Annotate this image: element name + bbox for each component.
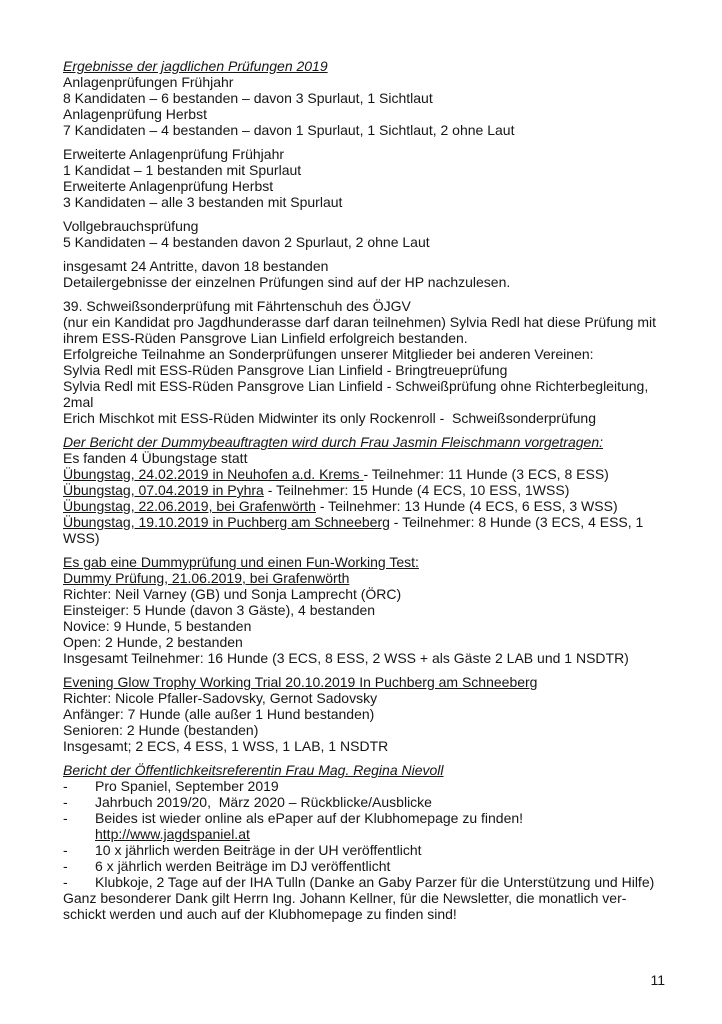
- text-line: Senioren: 2 Hunde (bestanden): [63, 722, 259, 738]
- text-line: 39. Schweißsonderprüfung mit Fährtenschuh des ÖJGV: [63, 298, 411, 314]
- session-line: [63, 514, 663, 530]
- bullet-dash: -: [63, 794, 68, 810]
- session-detail: - Teilnehmer: 15 Hunde (4 ECS, 10 ESS, 1WSS): [263, 482, 570, 498]
- session-date: Übungstag, 19.10.2019 in Puchberg am Schneeberg: [63, 514, 390, 530]
- dummy-pruefung-heading: Es gab eine Dummyprüfung und einen Fun-Working Test:: [63, 554, 419, 570]
- media-heading: Bericht der Öffentlichkeitsreferentin Frau Mag. Regina Nievoll: [63, 762, 444, 778]
- text-line: Richter: Nicole Pfaller-Sadovsky, Gernot Sadovsky: [63, 690, 378, 706]
- document-page: [63, 58, 663, 930]
- schweiss-section: [63, 298, 663, 426]
- list-item: [63, 874, 663, 890]
- results-heading: Ergebnisse der jagdlichen Prüfungen 2019: [63, 58, 328, 74]
- text-line: insgesamt 24 Antritte, davon 18 bestanden: [63, 258, 329, 274]
- text-line: ihrem ESS-Rüden Pansgrove Lian Linfield erfolgreich bestanden.: [63, 330, 468, 346]
- text-line: Es fanden 4 Übungstage statt: [63, 450, 248, 466]
- text-line: WSS): [63, 530, 100, 546]
- text-line: (nur ein Kandidat pro Jagdhunderasse darf daran teilnehmen) Sylvia Redl hat diese Prüfung mit: [63, 314, 657, 330]
- text-line: Richter: Neil Varney (GB) und Sonja Lamprecht (ÖRC): [63, 586, 402, 602]
- session-date: Übungstag, 24.02.2019 in Neuhofen a.d. Krems: [63, 466, 364, 482]
- dummy-report-heading: Der Bericht der Dummybeauftragten wird durch Frau Jasmin Fleischmann vorgetragen:: [63, 434, 604, 450]
- session-date: Übungstag, 07.04.2019 in Pyhra: [63, 482, 264, 498]
- bullet-dash: -: [63, 778, 68, 794]
- vollgebrauch-section: [63, 218, 663, 250]
- text-line: Erfolgreiche Teilnahme an Sonderprüfungen unserer Mitglieder bei anderen Vereinen:: [63, 346, 594, 362]
- text-line: Open: 2 Hunde, 2 bestanden: [63, 634, 243, 650]
- text-line: Erich Mischkot mit ESS-Rüden Midwinter its only Rockenroll - Schweißsonderprüfung: [63, 410, 596, 426]
- text-line: 3 Kandidaten – alle 3 bestanden mit Spurlaut: [63, 194, 343, 210]
- bullet-text: Klubkoje, 2 Tage auf der IHA Tulln (Danke an Gaby Parzer für die Unterstützung und Hilfe): [95, 874, 655, 890]
- website-link[interactable]: http://www.jagdspaniel.at: [95, 826, 250, 842]
- dummy-report-section: [63, 434, 663, 546]
- text-line: Erweiterte Anlagenprüfung Frühjahr: [63, 146, 285, 162]
- session-detail: - Teilnehmer: 8 Hunde (3 ECS, 4 ESS, 1: [389, 514, 644, 530]
- text-line: 8 Kandidaten – 6 bestanden – davon 3 Spurlaut, 1 Sichtlaut: [63, 90, 433, 106]
- session-detail: - Teilnehmer: 13 Hunde (4 ECS, 6 ESS, 3 WSS): [315, 498, 618, 514]
- session-line: [63, 498, 663, 514]
- text-line: Erweiterte Anlagenprüfung Herbst: [63, 178, 274, 194]
- bullet-text: Pro Spaniel, September 2019: [95, 778, 279, 794]
- text-line: Sylvia Redl mit ESS-Rüden Pansgrove Lian Linfield - Bringtreueprüfung: [63, 362, 508, 378]
- text-line: Insgesamt Teilnehmer: 16 Hunde (3 ECS, 8 ESS, 2 WSS + als Gäste 2 LAB und 1 NSDTR): [63, 650, 629, 666]
- list-item: [63, 794, 663, 810]
- text-line: Anlagenprüfungen Frühjahr: [63, 74, 234, 90]
- bullet-dash: -: [63, 842, 68, 858]
- list-item: [63, 778, 663, 794]
- text-line: 1 Kandidat – 1 bestanden mit Spurlaut: [63, 162, 302, 178]
- session-detail: - Teilnehmer: 11 Hunde (3 ECS, 8 ESS): [363, 466, 609, 482]
- bullet-text: 6 x jährlich werden Beiträge im DJ veröffentlicht: [95, 858, 391, 874]
- text-line: Insgesamt; 2 ECS, 4 ESS, 1 WSS, 1 LAB, 1 NSDTR: [63, 738, 389, 754]
- summary-section: [63, 258, 663, 290]
- bullet-text: Beides ist wieder online als ePaper auf der Klubhomepage zu finden!: [95, 810, 524, 826]
- text-line: Anlagenprüfung Herbst: [63, 106, 207, 122]
- dummy-pruefung-subheading: Dummy Prüfung, 21.06.2019, bei Grafenwörth: [63, 570, 350, 586]
- evening-glow-heading: Evening Glow Trophy Working Trial 20.10.2019 In Puchberg am Schneeberg: [63, 674, 538, 690]
- evening-glow-section: [63, 674, 663, 754]
- page-number: 11: [650, 972, 665, 988]
- text-line: Anfänger: 7 Hunde (alle außer 1 Hund bestanden): [63, 706, 375, 722]
- text-line: Novice: 9 Hunde, 5 bestanden: [63, 618, 252, 634]
- bullet-text: Jahrbuch 2019/20, März 2020 – Rückblicke/Ausblicke: [95, 794, 432, 810]
- bullet-dash: -: [63, 858, 68, 874]
- erweiterte-section: [63, 146, 663, 210]
- session-line: [63, 466, 663, 482]
- list-item: [63, 810, 663, 826]
- text-line: Vollgebrauchsprüfung: [63, 218, 199, 234]
- bullet-text: 10 x jährlich werden Beiträge in der UH veröffentlicht: [95, 842, 422, 858]
- session-date: Übungstag, 22.06.2019, bei Grafenwörth: [63, 498, 316, 514]
- media-section: [63, 762, 663, 922]
- bullet-dash: -: [63, 810, 68, 826]
- text-line: Detailergebnisse der einzelnen Prüfungen sind auf der HP nachzulesen.: [63, 274, 511, 290]
- text-line: 7 Kandidaten – 4 bestanden – davon 1 Spurlaut, 1 Sichtlaut, 2 ohne Laut: [63, 122, 515, 138]
- dummy-pruefung-section: [63, 554, 663, 666]
- bullet-dash: -: [63, 874, 68, 890]
- results-section: [63, 58, 663, 138]
- text-line: 2mal: [63, 394, 94, 410]
- session-line: [63, 482, 663, 498]
- list-item: [63, 858, 663, 874]
- text-line: schickt werden und auch auf der Klubhomepage zu finden sind!: [63, 906, 457, 922]
- text-line: Ganz besonderer Dank gilt Herrn Ing. Johann Kellner, für die Newsletter, die monatlich ver-: [63, 890, 627, 906]
- list-item: [63, 842, 663, 858]
- text-line: Sylvia Redl mit ESS-Rüden Pansgrove Lian Linfield - Schweißprüfung ohne Richterbegleitung,: [63, 378, 649, 394]
- text-line: 5 Kandidaten – 4 bestanden davon 2 Spurlaut, 2 ohne Laut: [63, 234, 430, 250]
- text-line: Einsteiger: 5 Hunde (davon 3 Gäste), 4 bestanden: [63, 602, 376, 618]
